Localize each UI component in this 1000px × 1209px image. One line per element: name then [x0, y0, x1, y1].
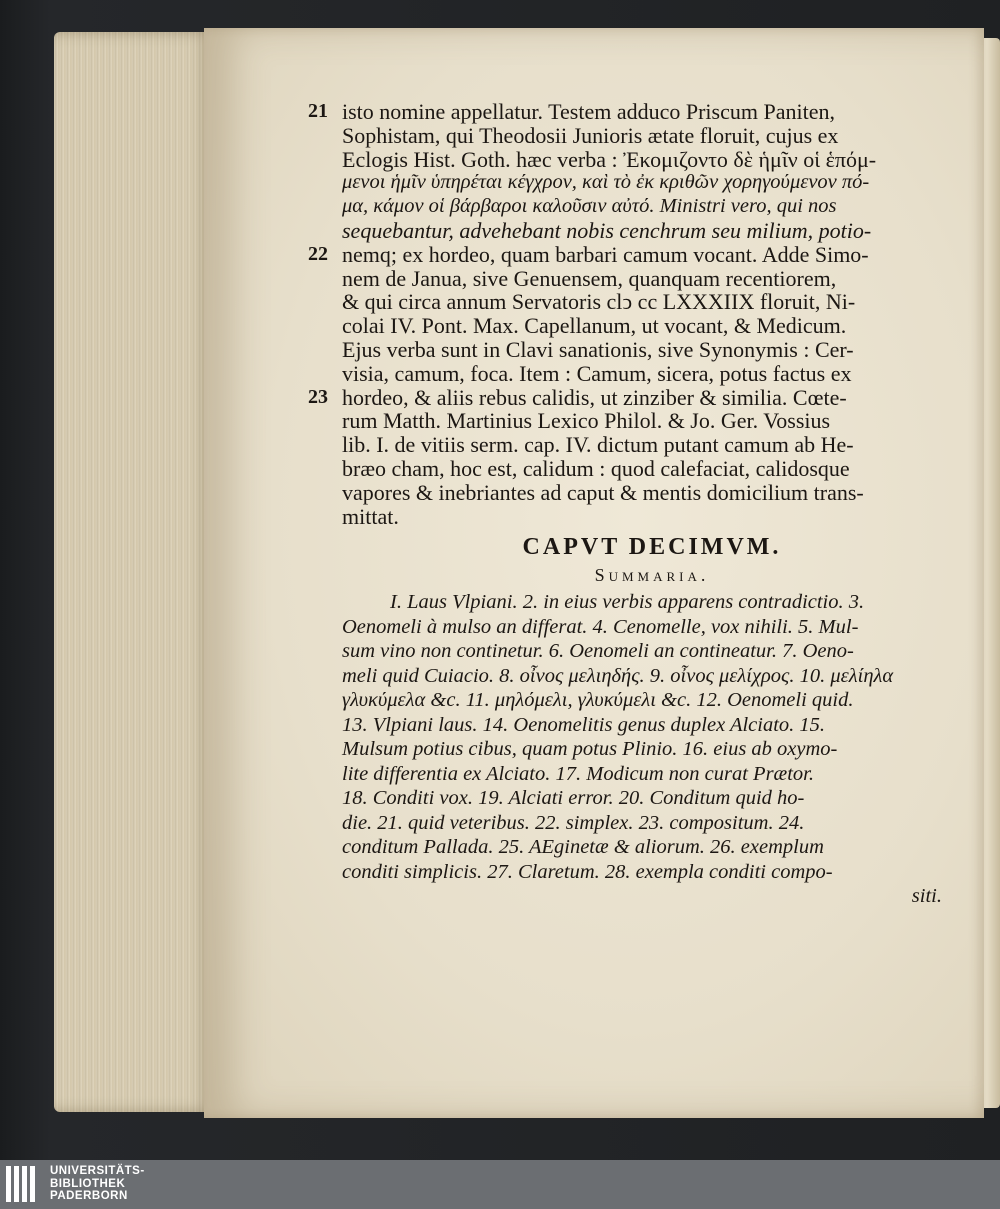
page-text [308, 99, 962, 909]
margin-number: 22 [308, 242, 328, 265]
text-line: nem de Janua, sive Genuensem, quanquam recentiorem, [342, 265, 837, 291]
summaria-line: 13. Vlpiani laus. 14. Oenomelitis genus duplex Alciato. 15. [342, 713, 826, 736]
text-line: rum Matth. Martinius Lexico Philol. & Jo. Ger. Vossius [342, 408, 831, 434]
summaria-line: die. 21. quid veteribus. 22. simplex. 23. compositum. 24. [342, 811, 805, 834]
text-line: bræo cham, hoc est, calidum : quod calefaciat, calidosque [342, 455, 850, 481]
library-name: UNIVERSITÄTS- BIBLIOTHEK PADERBORN [50, 1165, 145, 1202]
summaria-line: Mulsum potius cibus, quam potus Plinio. 16. eius ab oxymo- [342, 738, 838, 761]
text-line: 21 isto nomine appellatur. Testem adduco Priscum Paniten, [308, 99, 835, 124]
summaria-line: I. Laus Vlpiani. 2. in eius verbis apparens contradictio. 3. [390, 591, 865, 614]
text-line: 23 hordeo, & aliis rebus calidis, ut zinziber & similia. Cœte- [308, 384, 847, 410]
text-line: Ejus verba sunt in Clavi sanationis, sive Synonymis : Cer- [342, 336, 854, 362]
text-line: 22 nemq; ex hordeo, quam barbari camum vocant. Adde Simo- [308, 241, 869, 267]
library-footer [0, 1160, 1000, 1209]
page-edges [54, 32, 214, 1112]
summaria-line: sum vino non continetur. 6. Oenomeli an contineatur. 7. Oeno- [342, 640, 854, 663]
catchword: siti. [911, 885, 942, 908]
text-line: sequebantur, advehebant nobis cenchrum seu milium, potio- [342, 217, 872, 243]
text-line: & qui circa annum Servatoris clↄ cc LXXXIIX floruit, Ni- [342, 289, 856, 315]
text-line: mittat. [342, 503, 399, 529]
summaria-line: lite differentia ex Alciato. 17. Modicum non curat Prætor. [342, 762, 815, 785]
summaria-line: meli quid Cuiacio. 8. οἶνος μελιηδής. 9. οἶνος μελίχρος. 10. μελίηλα [342, 664, 894, 687]
margin-number: 23 [308, 385, 328, 408]
text-line-greek: μενοι ἡμῖν ὑπηρέται κέγχρον, καὶ τὸ ἐκ κριθῶν χορηγούμενον πό- [342, 171, 870, 194]
chapter-heading: CAPVT DECIMVM. [522, 534, 782, 561]
text-line: colai IV. Pont. Max. Capellanum, ut vocant, & Medicum. [342, 313, 847, 339]
summaria-line: conditi simplicis. 27. Claretum. 28. exempla conditi compo- [342, 860, 833, 883]
text-line: vapores & inebriantes ad caput & mentis domicilium trans- [342, 479, 864, 505]
text-line: lib. I. de vitiis serm. cap. IV. dictum putant camum ab He- [342, 432, 854, 458]
summaria-heading: Summaria. [594, 565, 710, 586]
summaria-line: Oenomeli à mulso an differat. 4. Cenomelle, vox nihili. 5. Mul- [342, 615, 859, 638]
text-line: Sophistam, qui Theodosii Junioris ætate floruit, cujus ex [342, 122, 839, 148]
library-logo-icon [6, 1166, 42, 1202]
summaria-line: 18. Conditi vox. 19. Alciati error. 20. Conditum quid ho- [342, 787, 805, 810]
text-line: Eclogis Hist. Goth. hæc verba : Ἐκομιζοντο δὲ ἡμῖν οἱ ἑπόμ- [342, 146, 877, 172]
text-line: visia, camum, foca. Item : Camum, sicera, potus factus ex [342, 360, 852, 386]
text-line-greek: μα, κάμον οἱ βάρβαροι καλοῦσιν αὐτό. Ministri vero, qui nos [342, 195, 837, 218]
margin-number: 21 [308, 100, 328, 122]
summaria-line: γλυκύμελα &c. 11. μηλόμελι, γλυκύμελι &c. 12. Oenomeli quid. [342, 689, 854, 712]
summaria-line: conditum Pallada. 25. AEginetæ & aliorum. 26. exemplum [342, 836, 824, 859]
summaria-list [342, 590, 962, 909]
